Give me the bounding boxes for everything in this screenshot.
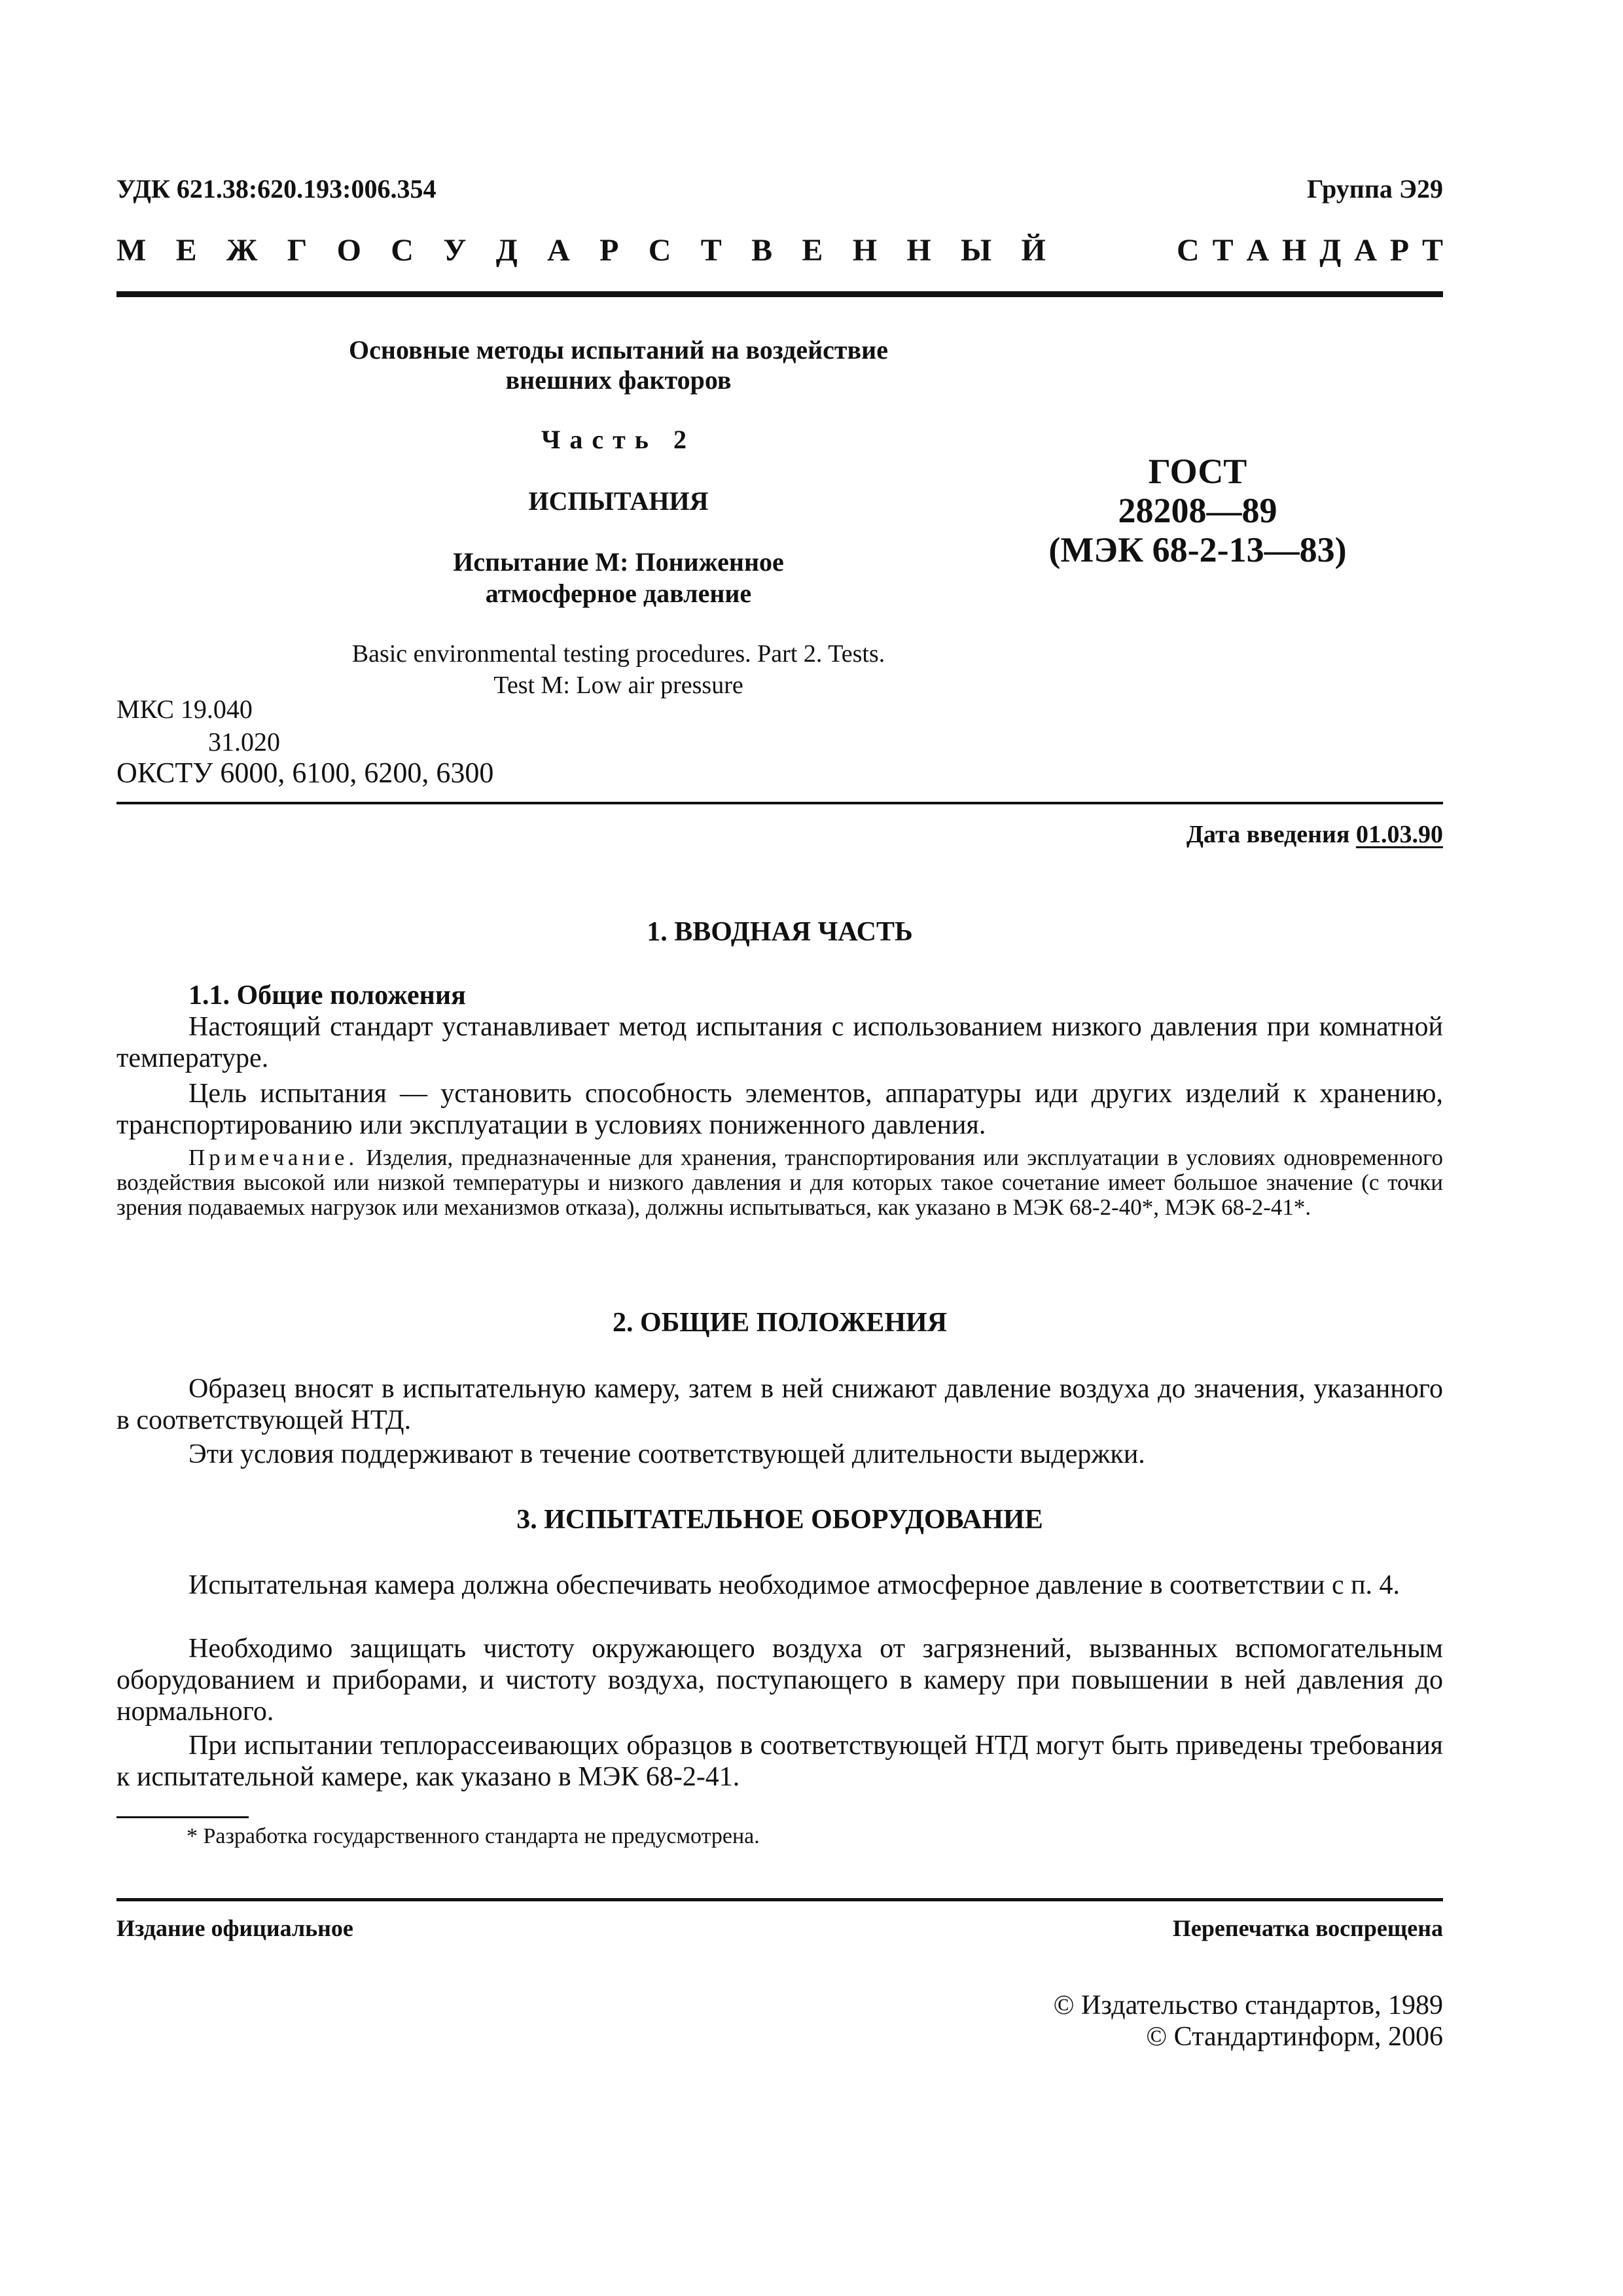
- section-3-paragraph-1: Испытательная камера должна обеспечивать необходимое атмосферное давление в соответствии с п. 4.: [188, 1570, 1400, 1600]
- banner-letter: М: [116, 233, 147, 268]
- banner-letter: Н: [906, 233, 931, 268]
- title-main: [288, 335, 949, 395]
- section-1-paragraph-2: Цель испытания — установить способность элементов, аппаратуры иди других изделий к хранению, транспортированию или эксплуатации в условиях пониженного давления.: [116, 1079, 1443, 1140]
- banner-letter: Р: [1389, 233, 1410, 268]
- section-3-paragraph-2: Необходимо защищать чистоту окружающего воздуха от загрязнений, вызванных вспомогательным оборудованием и приборами, и чистоту воздуха, поступающего в камеру при повышении в ней давления до нормального.: [116, 1634, 1443, 1727]
- section-2-heading: 2. ОБЩИЕ ПОЛОЖЕНИЯ: [612, 1308, 948, 1338]
- footnote-rule: [116, 1816, 249, 1818]
- section-1-paragraph-1: Настоящий стандарт устанавливает метод испытания с использованием низкого давления при комнатной температуре.: [116, 1012, 1443, 1073]
- banner-letter: Е: [175, 233, 197, 268]
- english-title-line-2: Test M: Low air pressure: [493, 672, 743, 699]
- reprint-prohibited-label: Перепечатка воспрещена: [1172, 1915, 1443, 1941]
- standard-banner: [116, 232, 1443, 268]
- banner-letter: Д: [495, 233, 518, 268]
- title-line-1: Основные методы испытаний на воздействие: [349, 335, 888, 365]
- subsection-1-1-heading: 1.1. Общие положения: [188, 980, 466, 1011]
- english-title: [288, 638, 949, 701]
- banner-letter: С: [1177, 233, 1200, 268]
- copyright-line-1: © Издательство стандартов, 1989: [1053, 1990, 1443, 2020]
- effective-date-value: 01.03.90: [1356, 821, 1443, 848]
- section-2-paragraph-1: Образец вносят в испытательную камеру, затем в ней снижают давление воздуха до значения, указанного в соответствующей НТД.: [116, 1374, 1443, 1435]
- title-test-m: [288, 547, 949, 609]
- banner-word-standard: [1177, 232, 1443, 268]
- section-2-paragraph-2: Эти условия поддерживают в течение соответствующей длительности выдержки.: [188, 1439, 1145, 1469]
- banner-letter: Г: [287, 233, 308, 268]
- section-1-heading: 1. ВВОДНАЯ ЧАСТЬ: [647, 917, 913, 947]
- note-text: Изделия, предназначенные для хранения, транспортирования или эксплуатации в условиях одновременного воздействия высокой или низкой температуры и низкого давления и для которых такое сочетание имеет большое значение (с точки зрения подаваемых нагрузок или механизмов отказа), должны испытываться, как указано в МЭК 68-2-40*, МЭК 68-2-41*.: [116, 1145, 1443, 1220]
- section-3-paragraph-3: При испытании теплорассеивающих образцов в соответствующей НТД могут быть приведены требования к испытательной камере, как указано в МЭК 68-2-41.: [116, 1731, 1443, 1792]
- footnote: * Разработка государственного стандарта не предусмотрена.: [187, 1824, 760, 1848]
- official-edition-label: Издание официальное: [116, 1915, 353, 1941]
- section-3-heading: 3. ИСПЫТАТЕЛЬНОЕ ОБОРУДОВАНИЕ: [516, 1505, 1043, 1535]
- banner-letter: Й: [1021, 233, 1046, 268]
- banner-letter: У: [443, 233, 467, 268]
- effective-date: [1186, 820, 1443, 849]
- banner-letter: Т: [1421, 233, 1443, 268]
- banner-letter: А: [547, 233, 570, 268]
- banner-letter: Р: [599, 233, 619, 268]
- gost-label: ГОСТ: [1148, 452, 1247, 491]
- header-rule: [116, 291, 1443, 297]
- banner-letter: Е: [802, 233, 823, 268]
- title-line-2: внешних факторов: [505, 365, 732, 395]
- banner-letter: Н: [852, 233, 878, 268]
- separator-rule: [116, 802, 1443, 804]
- title-test-m-line-1: Испытание М: Пониженное: [453, 547, 784, 577]
- note-label: Примечание.: [188, 1145, 359, 1170]
- udc-code: УДК 621.38:620.193:006.354: [116, 174, 437, 204]
- gost-code: 28208—89: [1118, 491, 1277, 530]
- banner-letter: О: [336, 233, 361, 268]
- banner-letter: Н: [1282, 233, 1307, 268]
- english-title-line-1: Basic environmental testing procedures. Part 2. Tests.: [351, 640, 885, 668]
- group-code: Группа Э29: [1307, 174, 1443, 204]
- banner-letter: Д: [1319, 233, 1342, 268]
- title-tests: ИСПЫТАНИЯ: [528, 486, 709, 516]
- banner-letter: Ы: [961, 233, 992, 268]
- banner-letter: В: [751, 233, 773, 268]
- banner-word-interstate: [116, 232, 1046, 268]
- mks-code-1: МКС 19.040: [116, 694, 253, 724]
- okstu-codes: ОКСТУ 6000, 6100, 6200, 6300: [116, 757, 494, 789]
- banner-letter: Ж: [226, 233, 258, 268]
- mks-code-2: 31.020: [208, 727, 280, 757]
- effective-date-label: Дата введения: [1186, 821, 1356, 848]
- copyright-line-2: © Стандартинформ, 2006: [1146, 2022, 1443, 2052]
- banner-letter: Т: [700, 233, 722, 268]
- note: [116, 1145, 1443, 1220]
- gost-number: [1021, 452, 1374, 569]
- banner-letter: Т: [1212, 233, 1234, 268]
- iec-code: (МЭК 68-2-13—83): [1048, 530, 1347, 569]
- banner-letter: С: [391, 233, 414, 268]
- title-test-m-line-2: атмосферное давление: [485, 579, 752, 608]
- title-part: Часть 2: [541, 425, 696, 454]
- banner-letter: С: [648, 233, 671, 268]
- footer-rule: [116, 1898, 1443, 1901]
- banner-letter: А: [1246, 233, 1270, 268]
- banner-letter: А: [1354, 233, 1377, 268]
